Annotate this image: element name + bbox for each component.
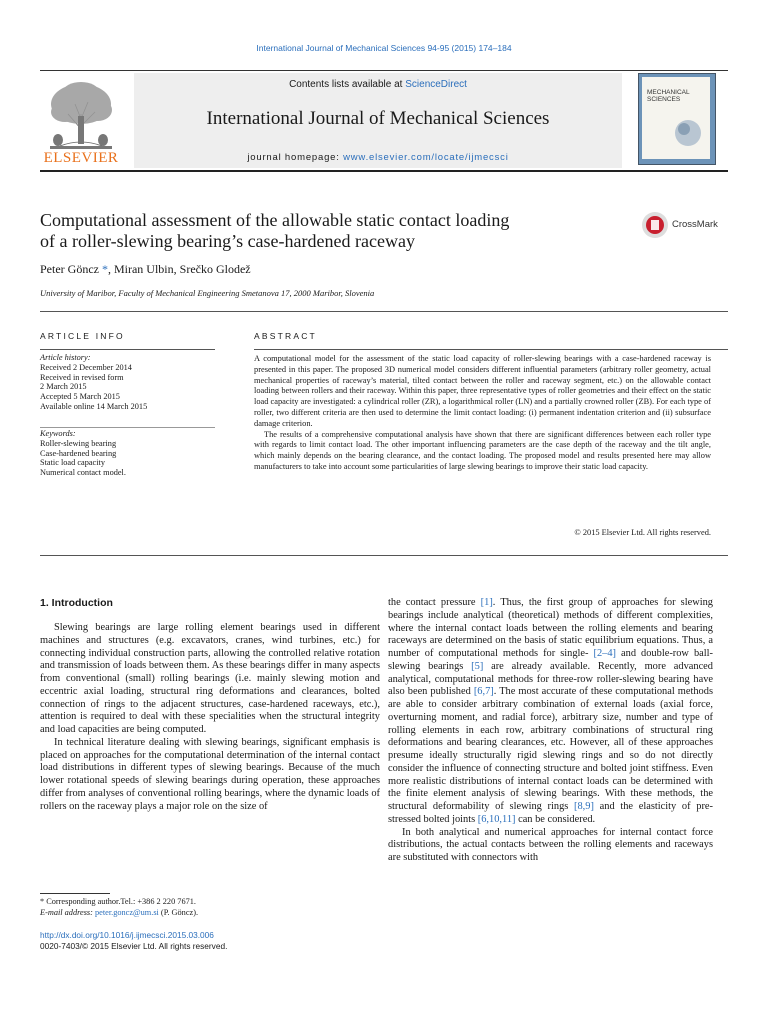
doi-link[interactable]: http://dx.doi.org/10.1016/j.ijmecsci.2015.03.006	[40, 930, 214, 940]
author-affiliation: University of Maribor, Faculty of Mechanical Engineering Smetanova 17, 2000 Maribor, Slovenia	[40, 288, 375, 298]
history-item: Received in revised form	[40, 372, 124, 382]
cover-figure-icon	[670, 115, 706, 149]
intro-paragraph-continued	[388, 597, 713, 827]
text-run: can be considered.	[515, 813, 596, 825]
history-item: 2 March 2015	[40, 382, 87, 392]
text-run: and the elasticity of pre-stressed bolted joints	[388, 801, 714, 825]
intro-paragraph-3: In both analytical and numerical approaches for internal contact force distributions, the actual contacts between the rolling elements and raceways are substituted with connectors with	[388, 826, 713, 863]
contents-line	[134, 79, 622, 90]
publisher-name: ELSEVIER	[43, 150, 119, 166]
abstract-paragraph-2: The results of a comprehensive computational analysis have shown that there are significant differences between each roller type with regards to limit contact load. The other important influencing parameters are the case depth of the raceway and the tilt angle, which mainly depends on the bearing clearance, and the contact loading. The proposed model and results presented here may allow manufacturers to take into account some particularities of large slewing bearings to improve their static load capacity.	[254, 429, 711, 471]
text-run: and double-row ball-slewing bearings	[388, 648, 713, 672]
doi-block	[40, 930, 380, 951]
abstract-body	[254, 354, 711, 473]
history-item: Received 2 December 2014	[40, 362, 132, 372]
journal-homepage-line	[134, 152, 622, 163]
citation-link[interactable]: [1]	[480, 597, 493, 608]
keyword: Static load capacity	[40, 458, 105, 468]
email-suffix: (P. Göncz).	[158, 907, 199, 917]
email-link[interactable]: peter.goncz@um.si	[95, 907, 159, 917]
article-info-rule	[40, 349, 215, 350]
keyword: Case-hardened bearing	[40, 448, 117, 458]
article-title	[40, 210, 630, 252]
keywords-rule	[40, 427, 215, 428]
history-label: Article history:	[40, 353, 91, 362]
article-info-heading: ARTICLE INFO	[40, 331, 125, 341]
journal-title: International Journal of Mechanical Sciences	[206, 108, 550, 129]
citation-link[interactable]: [2–4]	[593, 648, 617, 659]
introduction-heading: 1. Introduction	[40, 597, 113, 609]
abstract-heading: ABSTRACT	[254, 331, 317, 341]
keyword: Numerical contact model.	[40, 468, 126, 478]
body-column-right	[388, 597, 713, 865]
author-1: Peter Göncz	[40, 262, 99, 276]
corresponding-author-marker[interactable]: *	[98, 262, 108, 276]
keywords-label: Keywords:	[40, 429, 76, 438]
keyword: Roller-slewing bearing	[40, 438, 117, 448]
cover-title: MECHANICAL SCIENCES	[647, 89, 690, 103]
journal-cover-image	[638, 73, 716, 165]
text-run: . Thus, the first group of approaches for slewing bearings include analytical (theoretical) methods of different complexities, where the internal contact loads between the rolling elements and bearing raceways are determined on the basis of static equilibrium equations. Thus, a number of computational methods for single-	[388, 597, 714, 659]
text-run: . The most accurate of these computational methods are able to consider arbitrary combination of external loads (axial force, overturning moment, and radial force), arbitrary size, number and type of rolling elements in each row, arbitrary combinations of structural ring deformations and bearing clearances, etc. However, all of these approaches presume ideally structurally rigid slewing rings and so do not directly consider the influence of connecting structure and bolted joint stiffness. Even more realistic distributions of internal contact loads can be determined with the finite element analysis of slewing bearings. With these methods, the structural deformability of slewing rings	[388, 686, 713, 812]
email-label: E-mail address:	[40, 907, 95, 917]
intro-paragraph-1: Slewing bearings are large rolling element bearings used in different machines and structures (e.g. excavators, cranes, wind turbines, etc.) for connecting individual construction parts, allowing the controlled relative rotation and transmission of loads between them. As these bearings differ in many aspects from conventional (small) rolling bearings (i.e. mainly slewing motion and eccentric axial loading, structural ring deformations and clearances, bolted connection of rings to the adjacent structures, case-hardened raceways, etc.), attention is required to deal with these specialities when the structural integrity and load capacities are being computed.	[40, 622, 380, 735]
header-bottom-rule	[40, 170, 728, 172]
crossmark-label: CrossMark	[672, 219, 718, 230]
citation-link[interactable]: [6,10,11]	[477, 813, 516, 825]
citation-link[interactable]: [5]	[471, 660, 484, 672]
text-run: the contact pressure	[388, 597, 481, 608]
citation-link[interactable]: [6,7]	[473, 686, 494, 698]
abstract-paragraph-1: A computational model for the assessment of the static load capacity of roller-slewing bearings with a case-hardened raceway is presented in this paper. The proposed 3D numerical model considers different influential parameters (arbitrary roller geometry, actual mechanical properties of raceway’s material, tilted contact between the roller and raceway segment, etc.) on the allowable contact loading between rollers and their raceway. Within this paper, three representative types of roller geometries and their effect on the static load capacity are investigated: a cylindrical roller (ZR), a logarithmical roller (LN) and a partially crowned roller (ZB). For each type of roller, two different criteria are then used to determine the limit contact loading: (i) permanent indentation criterion and (ii) subsurface damage criterion.	[254, 354, 711, 428]
citation-link[interactable]: [8,9]	[574, 801, 594, 812]
text-run: are already available. Recently, more advanced analytical, computational methods for three-row roller-slewing bearing have also been published	[388, 660, 713, 698]
intro-paragraph-2: In technical literature dealing with slewing bearings, significant emphasis is placed on approaches for the computational determination of the internal contact load distributions in different types of slewing bearings. Because of the much lower rotational speeds of slewing bearings during operation, these approaches differ from analyses of conventional rolling bearings, where the dynamic loads of rollers on the raceway plays a major role on the size of	[40, 736, 380, 812]
header-top-rule	[40, 70, 728, 71]
contents-prefix: Contents lists available at	[289, 79, 406, 90]
keywords-block	[40, 429, 220, 478]
article-title-line-2: of a roller-slewing bearing’s case-hardened raceway	[40, 231, 415, 251]
section-separator-bottom	[40, 555, 728, 556]
issn-copyright: 0020-7403/© 2015 Elsevier Ltd. All rights reserved.	[40, 940, 228, 951]
history-item: Accepted 5 March 2015	[40, 392, 120, 402]
crossmark-icon	[641, 211, 669, 239]
journal-cover-panel	[642, 77, 710, 159]
article-history	[40, 353, 220, 412]
homepage-prefix: journal homepage:	[247, 152, 344, 163]
article-title-line-1: Computational assessment of the allowable static contact loading	[40, 210, 510, 230]
other-authors: , Miran Ulbin, Srečko Glodež	[107, 262, 251, 276]
author-list	[40, 262, 251, 277]
footnote	[40, 897, 380, 918]
sciencedirect-link[interactable]: ScienceDirect	[405, 79, 467, 90]
body-column-left	[40, 622, 380, 813]
section-separator-top	[40, 311, 728, 312]
history-item: Available online 14 March 2015	[40, 401, 148, 411]
journal-reference[interactable]: International Journal of Mechanical Sciences 94-95 (2015) 174–184	[256, 43, 512, 53]
email-line	[40, 908, 380, 919]
corresponding-author-note: * Corresponding author.Tel.: +386 2 220 7671.	[40, 897, 196, 906]
footnote-rule	[40, 893, 110, 894]
homepage-link[interactable]: www.elsevier.com/locate/ijmecsci	[343, 152, 509, 163]
copyright-notice: © 2015 Elsevier Ltd. All rights reserved.	[574, 528, 711, 537]
crossmark-badge[interactable]	[641, 211, 731, 239]
abstract-rule	[254, 349, 728, 350]
